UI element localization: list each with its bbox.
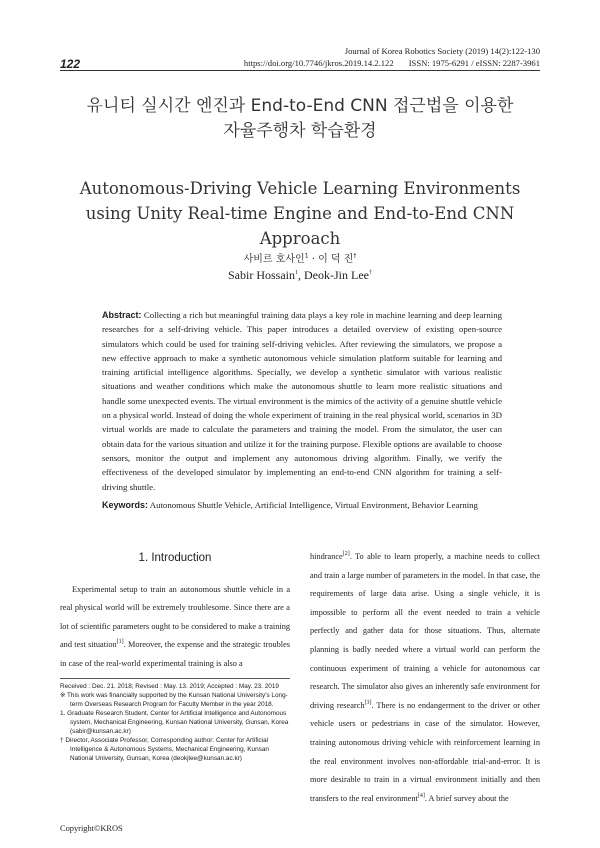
received-dates: Received : Dec. 21. 2018; Revised : May. 13. 2019; Accepted : May. 23. 2019 <box>60 683 279 691</box>
author-korean-1: 사비르 호사인 <box>243 254 305 265</box>
intro-left-text-1: Experimental setup to train an autonomous shuttle vehicle in a real physical world will be extremely troublesome. Since there are a lot of scientific parameters ought to be considered to make a training and test situation <box>60 585 290 650</box>
keywords <box>102 500 510 510</box>
author-korean-separator: · <box>308 254 319 265</box>
english-title-line1: Autonomous-Driving Vehicle Learning Environments <box>79 179 521 198</box>
keywords-text: Autonomous Shuttle Vehicle, Artificial Intelligence, Virtual Environment, Behavior Learning <box>149 500 478 510</box>
korean-title-line2: 자율주행차 학습환경 <box>223 121 377 141</box>
citation-1[interactable]: [1] <box>116 639 124 646</box>
footnote-rule <box>60 678 290 679</box>
citation-2[interactable]: [2] <box>342 551 350 558</box>
journal-header <box>244 45 540 69</box>
copyright: Copyright©KROS <box>60 824 123 833</box>
author-english-1-mark: 1 <box>295 270 298 276</box>
intro-paragraph-left <box>60 581 290 673</box>
english-title-line3: Approach <box>259 229 341 248</box>
author-korean-2-mark: † <box>353 252 357 260</box>
section-heading-introduction: 1. Introduction <box>138 552 212 564</box>
header-rule <box>60 70 540 71</box>
english-title <box>40 176 560 251</box>
author-english-1: Sabir Hossain <box>228 268 295 282</box>
journal-doi-issn: https://doi.org/10.7746/jkros.2019.14.2.122 ISSN: 1975-6291 / eISSN: 2287-3961 <box>243 58 540 68</box>
abstract-label: Abstract: <box>102 310 142 320</box>
funding-note: ※ This work was financially supported by the Kunsan National University's Long-term Overseas Research Program for Faculty Member in the year 2018. <box>60 692 288 709</box>
left-column <box>60 548 290 763</box>
author-korean-1-mark: 1 <box>304 252 309 260</box>
journal-citation: Journal of Korea Robotics Society (2019) 14(2):122-130 <box>344 46 540 56</box>
abstract-text: Collecting a rich but meaningful training data plays a key role in machine learning and deep learning researches for a self-driving vehicle. This paper introduces a detailed overview of existing open-source simulators which could be used for training self-driving vehicles. After reviewing the simulators, we propose a new effective approach to make a synthetic autonomous vehicle simulation platform suitable for learning and training artificial intelligence algorithms. Specially, we develop a synthetic simulator with various realistic situations and weather conditions which make the autonomous shuttle to learn more realistic situations and handle some unexpected events. The virtual environment is the mimics of the activity of a genuine shuttle vehicle on a physical world. Instead of doing the whole experiment of training in the real physical world, scenarios in 3D virtual worlds are made to calculate the parameters and training the model. From the simulator, the user can obtain data for the various situation and utilize it for the training purpose. Flexible options are available to choose sensors, monitor the output and implement any autonomous driving algorithm. Finally, we verify the effectiveness of the developed simulator by implementing an end-to-end CNN algorithm for training a self-driving shuttle. <box>102 310 502 492</box>
footnote-corresponding-author: † Director, Associate Professor, Corresponding author: Center for Artificial Intelligence & Autonomous Systems, Mechanical Engineering, Kunsan National University, Gunsan, Korea (deokjlee@kunsan.ac.kr) <box>60 737 269 763</box>
footnote-author-1: 1. Graduate Research Student, Center for Artificial Intelligence and Autonomous system, Mechanical Engineering, Kunsan National University, Gunsan, Korea (sabir@kunsan.ac.kr) <box>60 710 289 736</box>
intro-right-text-2: . To able to learn properly, a machine needs to collect and train a large number of parameters in the model. In that case, the requirements of large data arise. Using a single vehicle, it is impossible to perform all the event needed to train a vehicle perfectly and gather data for those situations. Thus, alternate planning is badly needed where a virtual world can perform the continuous experiment of training a vehicle for autonomous car research. The simulator also gives an inherently safe environment for driving research <box>310 552 540 710</box>
korean-title <box>30 94 570 144</box>
english-authors <box>0 268 600 283</box>
author-english-separator: , <box>298 268 304 282</box>
intro-left-text-2: . Moreover, the expense and the strategic troubles in case of the real-world experimental training is also a <box>60 640 290 668</box>
intro-right-text-1: hindrance <box>310 552 343 561</box>
english-title-line2: using Unity Real-time Engine and End-to-End CNN <box>85 204 515 223</box>
author-english-2-mark: † <box>368 270 372 276</box>
author-english-2: Deok-Jin Lee <box>304 268 369 282</box>
intro-right-text-4: . A brief survey about the <box>424 793 509 803</box>
korean-title-line1: 유니티 실시간 엔진과 End-to-End CNN 접근법을 이용한 <box>86 96 514 116</box>
keywords-label: Keywords: <box>102 500 149 510</box>
abstract <box>102 308 502 494</box>
page-number: 122 <box>60 57 81 71</box>
citation-4[interactable]: [4] <box>417 792 425 799</box>
author-korean-2: 이 덕 진 <box>318 254 354 265</box>
right-column <box>310 548 540 808</box>
intro-right-text-3: . There is no endangerment to the driver or other vehicle users or pedestrians in case of the simulator. However, training autonomous driving vehicle with reinforcement learning in the real environment involves non-affordable trial-and-error. It is more desirable to train in a virtual environment initially and then transfers to the real environment <box>310 700 540 803</box>
citation-3[interactable]: [3] <box>364 699 372 706</box>
korean-authors <box>0 250 600 265</box>
footnotes <box>60 682 290 763</box>
